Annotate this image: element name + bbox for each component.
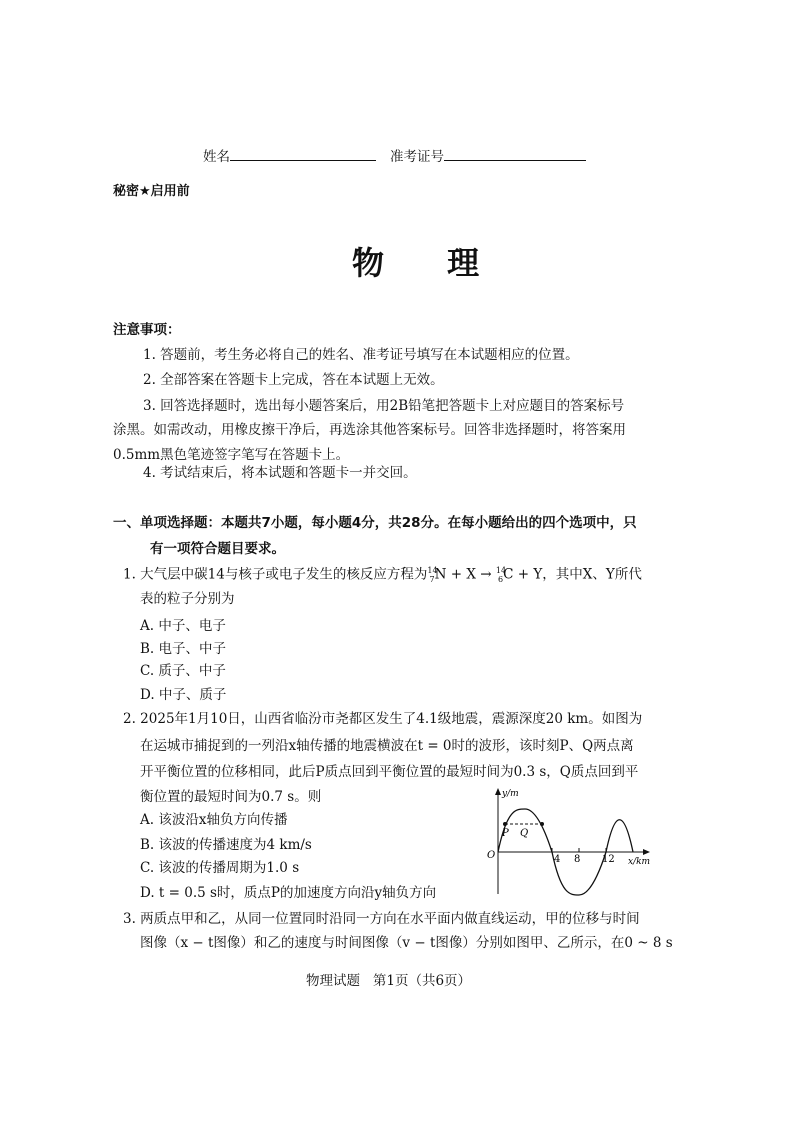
question-1-stem: 1. 大气层中碳14与核子或电子发生的核反应方程为$^{14}_7$N + X → $^{14}_6$C + Y，其中X、Y所代 <box>123 566 642 585</box>
x-axis-arrow <box>643 849 650 855</box>
question-2-stem: 开平衡位置的位移相同，此后P质点回到平衡位置的最短时间为0.3 s，Q质点回到平 <box>140 764 639 780</box>
option-a: A. 该波沿x轴负方向传播 <box>140 812 288 828</box>
footer-page: 第1页（共6页） <box>372 973 472 989</box>
footer <box>306 972 471 990</box>
page-title: 物 理 <box>352 244 506 282</box>
option-d: D. 中子、质子 <box>140 687 227 703</box>
option-b: B. 该波的传播速度为4 km/s <box>140 837 312 853</box>
option-b: B. 电子、中子 <box>140 641 227 657</box>
label-p: P <box>502 828 509 839</box>
point-p <box>503 822 507 826</box>
name-label: 姓名 <box>203 149 230 165</box>
note-item: 2. 全部答案在答题卡上完成，答在本试题上无效。 <box>143 372 444 388</box>
note-item: 0.5mm黑色笔迹签字笔写在答题卡上。 <box>113 447 350 463</box>
note-item: 涂黑。如需改动，用橡皮擦干净后，再选涂其他答案标号。回答非选择题时，将答案用 <box>113 422 626 438</box>
exam-id-field <box>390 146 586 166</box>
y-axis-label: y/m <box>502 789 519 799</box>
notes-heading: 注意事项： <box>113 322 181 338</box>
point-q <box>540 822 544 826</box>
section-heading: 一、单项选择题：本题共7小题，每小题4分，共28分。在每小题给出的四个选项中，只 <box>113 515 637 531</box>
question-2-stem: 在运城市捕捉到的一列沿x轴传播的地震横波在t = 0时的波形，该时刻P、Q两点离 <box>140 738 634 754</box>
x-axis-label: x/km <box>628 857 651 867</box>
question-3-stem: 图像（x − t图像）和乙的速度与时间图像（v − t图像）分别如图甲、乙所示，在0 ~ 8 s <box>140 935 673 951</box>
note-item: 1. 答题前，考生务必将自己的姓名、准考证号填写在本试题相应的位置。 <box>143 347 579 363</box>
tick-label-8: 8 <box>574 854 581 865</box>
wave-graph <box>478 784 658 904</box>
note-item: 4. 考试结束后，将本试题和答题卡一并交回。 <box>143 465 417 481</box>
note-item: 3. 回答选择题时，选出每小题答案后，用2B铅笔把答题卡上对应题目的答案标号 <box>143 398 625 414</box>
exam-id-blank <box>444 146 586 161</box>
origin-label: O <box>487 850 496 861</box>
question-2-stem: 衡位置的最短时间为0.7 s。则 <box>140 789 322 805</box>
option-d: D. t = 0.5 s时，质点P的加速度方向沿y轴负方向 <box>140 885 437 901</box>
question-3-stem: 3. 两质点甲和乙，从同一位置同时沿同一方向在水平面内做直线运动，甲的位移与时间 <box>123 911 640 927</box>
tick-label-4: 4 <box>554 854 561 865</box>
y-axis-arrow <box>495 788 501 795</box>
label-q: Q <box>520 828 529 839</box>
exam-id-label: 准考证号 <box>390 149 444 165</box>
name-blank <box>230 146 376 161</box>
tick-label-12: 12 <box>602 854 615 865</box>
footer-subject: 物理试题 <box>306 973 360 989</box>
option-c: C. 质子、中子 <box>140 663 226 679</box>
secret-mark: 秘密★启用前 <box>113 184 190 199</box>
name-field <box>203 146 376 166</box>
option-a: A. 中子、电子 <box>140 618 226 634</box>
question-1-stem-cont: 表的粒子分别为 <box>140 591 235 607</box>
section-heading-cont: 有一项符合题目要求。 <box>150 541 285 557</box>
option-c: C. 该波的传播周期为1.0 s <box>140 860 300 876</box>
question-2-stem: 2. 2025年1月10日，山西省临汾市尧都区发生了4.1级地震，震源深度20 km。如图为 <box>123 711 643 727</box>
